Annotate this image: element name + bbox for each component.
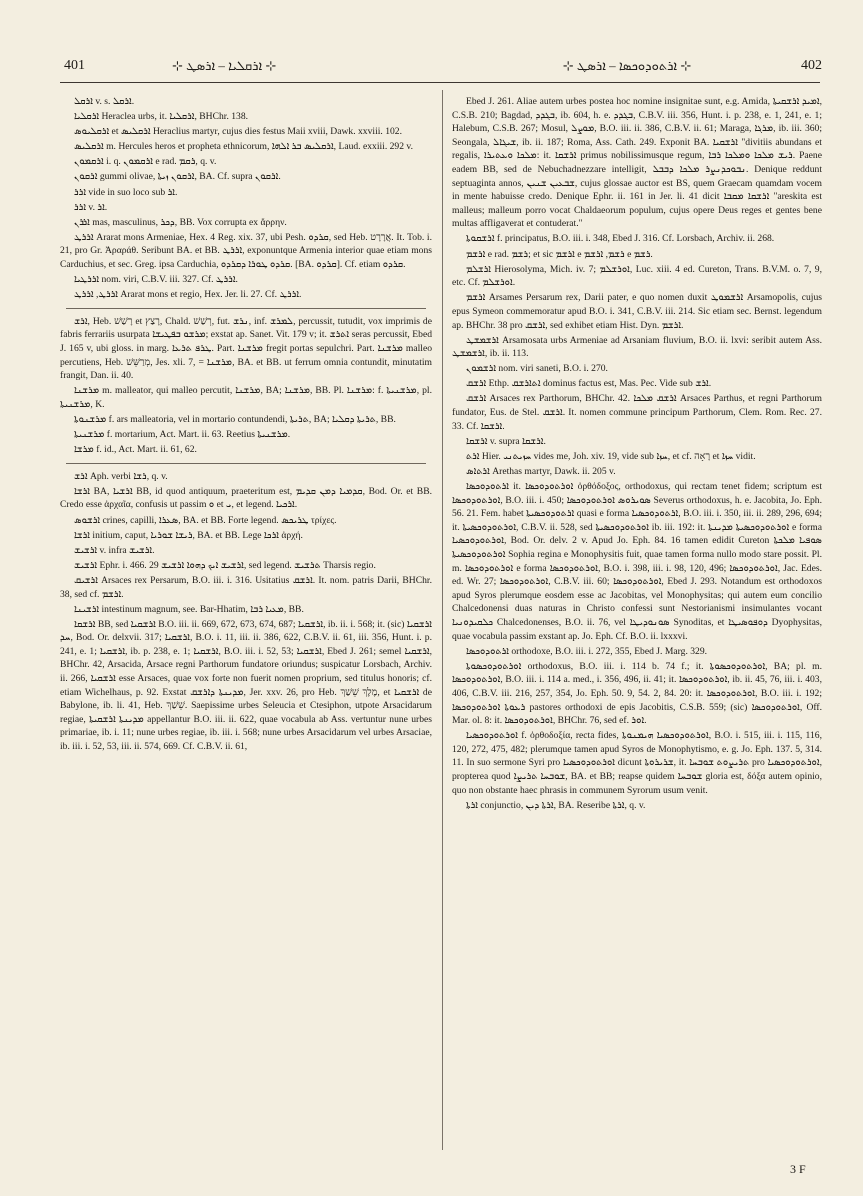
dictionary-entry: ܐܪܫܡܘܢ nom. viri saneti, B.O. i. 270. bbox=[466, 363, 608, 375]
section-separator bbox=[66, 308, 426, 309]
left-column bbox=[60, 95, 432, 1175]
page-number-right: 402 bbox=[801, 58, 822, 73]
dictionary-entry: ܐܪܫܩܐ v. supra ܐܪܫܩܐ. bbox=[466, 435, 546, 447]
dictionary-entry: ܐܪܫܩ Arsaces rex Parthorum, BHChr. 42. ܐܪܫܩ ܡܠܟܐ Arsaces Parthus, et regni Parthorum fundator, Eus. de Stel. ܐܪܫܩ. It. nomen commune principum Parthorum, Clem. Rom. Rec. 27. 33. Cf. ܐܪܫܩܐ. bbox=[452, 393, 822, 432]
dictionary-entry: ܐܪܪܛ, ܐܪܪܛ Ararat mons et regio, Hex. Jer. li. 27. Cf. ܐܪܪܛ. bbox=[74, 289, 302, 301]
dictionary-entry: ܐܪܫܝܫ v. infra ܐܪܫܝܫ. bbox=[74, 544, 155, 556]
dictionary-entry: ܐܪܫܩ Ethp. ܐܬܐܪܫܩ dominus factus est, Mas. Pec. Vide sub ܐܪܫ. bbox=[466, 378, 712, 390]
dictionary-entry: ܐܘܪܬܘܕܘܟܣܝܐ f. ὀρθοδοξία, recta fides, ܐܘܪܬܘܕܘܟܣܝܐ ܗܝܡܢܘܬܐ, B.O. i. 515, iii. i. 115, 116, 120, 272, 475, 482; plerumque tamen apud Syros de Monophytismo, e. g. Jo. Eph. 137. 5, 314. 11. In suo sermone Syri pro ܐܘܪܬܘܕܘܟܣܝܐ dicunt ܫܪܝܪܘܬܐ, it. ܬܪܝܨܘܬ ܫܘܒܚܐ pro ܐܘܪܬܘܕܘܟܣܝܐ, propterea quod ܫܘܒܚܐ ܬܪܝܨܐ, BA. et BB; reapse quidem ܫܘܒܚܐ gloria est, δόξα autem opinio, quo non obstante haec phrasis in communem Syrorum usum venit. bbox=[452, 730, 822, 796]
dictionary-entry: ܐܪܬܐܣ Arethas martyr, Dawk. ii. 205 v. bbox=[466, 465, 616, 477]
dictionary-entry: ܐܪܬ Hier. ܚܙܝܬܢܝ vides me, Joh. xiv. 19, vide sub ܚܙܐ, et cf. רָאָה et ܚܙܐ vidit. bbox=[466, 450, 756, 462]
dictionary-entry: ܐܪܫܡܫܛ Arsamosata urbs Armeniae ad Arsaniam fluvium, B.O. ii. lxvi: seribit autem Ass. ܐܪܫܡܫܛ, ib. ii. 113. bbox=[452, 334, 822, 360]
dictionary-entry: ܐܘܪܬܘܕܘܟܣܘܬܐ orthodoxus, B.O. iii. i. 114 b. 74 f.; it. ܐܘܪܬܘܕܘܟܣܘܬܐ, BA; pl. m. ܐܘܪܬܘܕܘܟܣܐ, B.O. iii. i. 114 a. med., i. 356, 496, ii. 41; it. ܐܘܪܬܘܕܘܟܣܐ, ib. ii. 45, 76, iii. i. 403, 406, C.B.V. iii. 216, 257, 354, Jo. Eph. 50. 9, 54. 2, 84. 20: it. ܐܘܪܬܘܕܘܟܣܐ, B.O. iii. i. 192; ܪܥܘܬܐ ܐܘܪܬܘܕܘܟܣܐ pastores orthodoxi de epis Jacobitis, C.S.B. 559; (sic) ܐܘܪܬܘܕܘܟܣܐ, Off. Mar. ol. 8: it. ܐܘܪܬܘܕܘܟܣܐ, BHChr. 76, sed ef. ܐܘܪ. bbox=[452, 660, 822, 727]
dictionary-entry: ܐܪܪܢ mas, masculinus, ܕܟܪ, BB. Vox corrupta ex ἄρρην. bbox=[74, 216, 287, 228]
right-entries bbox=[452, 95, 822, 812]
dictionary-entry: ܐܪܩܠܝܐ Heraclea urbs, it. ܐܪܩܠܝܐ, BHChr. 138. bbox=[74, 111, 249, 123]
dictionary-entry: ܡܪܫܐ f. id., Act. Mart. ii. 61, 62. bbox=[74, 444, 197, 456]
dictionary-entry: ܐܪܫܡ Arsames Persarum rex, Darii pater, e quo nomen duxit ܐܪܫܡܘܛ Arsamopolis, cujus epus Symeon commemoratur apud B.O. i. 341, C.B.V. iii. 214. Sic etiam sec. Bernst. legendum ap. BHChr. 38 pro ܐܪܫܩ, sed exhibet etiam Hist. Dyn. ܐܪܫܡ. bbox=[452, 292, 822, 331]
right-column bbox=[452, 95, 822, 1175]
section-separator bbox=[66, 463, 426, 464]
dictionary-entry: ܐܪܫܠܡ Hierosolyma, Mich. iv. 7; ܐܘܪܫܠܡ, Luc. xiii. 4 ed. Cureton, Trans. B.V.M. o. 7, 9, etc. Cf. ܐܘܪܫܠܡ. bbox=[452, 263, 822, 289]
dictionary-entry: ܐܪܫܘܣ crines, capilli, ܣܥܪܐ, BA. et BB. Forte legend. ܛܪܝܟܣ τρίχες. bbox=[74, 514, 337, 526]
dictionary-entry: ܐܪܬܘܕܘܟܣܐ it. ܐܘܪܬܘܕܘܟܣܐ ὀρθόδοξος, orthodoxus, qui rectam tenet fidem; scriptum est ܐܘܪܬܘܕܘܟܣܐ, B.O. iii. i. 450; ܣܘܝܪܘܣ ܐܘܪܬܘܕܘܟܣܐ Severus orthodoxus, h. e. Jacobita, Jo. Eph. 56. 21. Fem. habet ܐܪܬܘܕܘܟܣܝܬܐ quasi e forma ܐܪܬܘܕܘܟܣܝܐ, B.O. iii. i. 350, iii. ii. 289, 296, 694; it. ܐܘܪܬܘܕܘܟܣܝܬܐ, C.B.V. ii. 528, sed ܐܘܪܬܘܕܘܟܣܝܬܐ ib. iii. 192: it. ܐܘܪܬܘܕܘܟܣܝܬܐ ܡܕܝܢܬܐ e forma ܐܘܪܬܘܕܘܟܣܝܐ, Bod. Or. delv. 2 v. Apud Jo. Eph. 84. 16 tamen edidit Cureton ܣܘܦܝܐ ܡܠܟܬܐ ܐܘܪܬܘܕܘܟܣܝܬܐ Sophia regina e Monophysitis fuit, quae tamen forma nullo modo stare possit. Pl. m. ܐܘܪܬܘܕܘܟܣܐ e forma ܐܘܪܬܘܕܘܟܣܐ, B.O. i. 398, iii. i. 98, 120, 496; ܐܘܪܬܘܕܘܟܣܐ, Jac. Edes. ed. Wr. 27; ܐܘܪܬܘܕܘܟܣܐ, C.B.V. iii. 60; ܐܘܪܬܘܕܘܟܣܐ, Ebed J. 293. Notandum est orthodoxos apud Syros plerumque eosdem esse ac Jacobitas, vel Monophysitas; qui autem eum concilio Chalcedonensi duas naturas in Christo confessi sunt Nestorianismi insimulantes vocant ܟܠܩܝܕܘܢܝܐ Chalcedonenses, B.O. ii. 76, vel ܣܘܢܘܕܝܛܐ Synoditas, et ܕܘܦܘܣܝܛܐ Dyophysitas, quae vocabula passim exstant ap. Jo. Eph. Cf. B.O. ii. lxxxvi. bbox=[452, 481, 822, 642]
signature-mark: 3 F bbox=[790, 1162, 806, 1176]
dictionary-entry: ܐܪܫ, Heb. רָשַׁשׁ et רָצַץ, Chald. רְשַׁשׁ, fut. ܢܪܫ, inf. ܠܡܪܫ, percussit, tutudit, vox imprimis de fabris ferrariis usurpata ܡܪܫܘ ܒܦܛܝܫܐ; exstat ap. Sanet. Vit. 179 v; it. ܐܬܪܫ seras percussit, Ebed J. 165 v, ubi gloss. in marg. ܛܪܦ ܬܪܥܐ. Part. ܡܪܫܢܐ fregit portas sepulchri. Part. ܡܪܫܢܐ malleo percutiens, Heb. מְרַשֵּׁשׁ, Jes. xli. 7, = ܡܪܫܢܐ, BA. et BB. ut ferrum omnia contundit, minutatim frangit, Dan. ii. 40. bbox=[60, 315, 432, 382]
dictionary-entry: ܐܪܬܘܕܘܟܣܐ orthodoxe, B.O. iii. i. 272, 355, Ebed J. Marg. 329. bbox=[466, 645, 708, 657]
dictionary-entry: ܐܪܩܡܘܢ i. q. ܐܪܩܡܘܢ e rad. ܪܩܡ, q. v. bbox=[74, 156, 217, 168]
dictionary-entry: ܐܪܩܘܢ gummi olivae, ܐܪܩܘܢ ܙܝܬܐ, BA. Cf. supra ܐܪܩܘܢ. bbox=[74, 171, 281, 183]
dictionary-entry: ܐܪܬܐ conjunctio, ܐܪܬܐ ܕܝܢ, BA. Reseribe ܐܪܬܐ, q. v. bbox=[466, 799, 646, 811]
left-entries-3 bbox=[60, 470, 432, 754]
running-head-right: ⊹ ܐܪܬܘܕܘܟܣܐ – ܐܪܣܛ ⊹ bbox=[562, 58, 692, 73]
dictionary-entry: ܐܪܫܝܫ Ephr. i. 466. 29 ܐܪܫܝܫ ܐܝܟ ܕܗܘܐ ܐܪܫܝܫ, sed legend. ܬܪܫܝܫ Tharsis regio. bbox=[74, 559, 376, 571]
dictionary-entry: ܐܪܫܡ e rad. ܪܫܡ; et sic ܐܪܫܡ e ܪܫܡ, ܐܪܫܡ e ܪܫܡ. bbox=[466, 248, 653, 260]
dictionary-entry: ܐܪܪܛ Ararat mons Armeniae, Hex. 4 Reg. xix. 37, ubi Pesh. ܩܪܕܘ, sed Heb. אֲרָרָט. It. Tob. i. 21, pro Gr. Ἀραράθ. Seribunt BA. et BB. ܐܪܪܛ, exponuntque Armenia interior quae etiam mons Carduchius, et sec. Greg. ipsa Carduchia, ܩܪܕܘ ܛܘܪܐ ܕܩܪܕܘ. [BA. ܩܪܕܘ]. Cf. etiam ܩܪܕܘ. bbox=[60, 231, 432, 271]
page-header bbox=[0, 0, 863, 73]
dictionary-entry: ܐܪܩܠܝܣ m. Hercules heros et propheta ethnicorum, ܐܪܩܠܝܣ ܒܪ ܐܠܗܐ, Laud. exxiii. 292 v. bbox=[74, 141, 413, 153]
dictionary-entry: ܐܪܫܝܢܐ intestinum magnum, see. Bar-Hhatim, ܡܥܝܐ ܪܒܐ, BB. bbox=[74, 603, 304, 615]
left-entries-1 bbox=[60, 95, 432, 302]
page-number-left: 401 bbox=[64, 58, 85, 73]
dictionary-entry: ܐܪܫܝܩ Arsaces rex Persarum, B.O. iii. i. 316. Usitatius ܐܪܫܩ. It. nom. patris Darii, BHChr. 38, sed cf. ܐܪܫܡ. bbox=[60, 574, 432, 600]
dictionary-entry: ܐܪܫܐ BA, ܐܪܫܝܐ BB, id quod antiquum, praeteritum est, ܩܕܡܝܐ ܕܡܢ ܩܕܝܡ, Bod. Or. et BB. Credo esse ἀρχαῖα, confusis ut passim ܘ et ܝ, et legend. ܐܪܟܝܐ. bbox=[60, 485, 432, 511]
left-entries-2 bbox=[60, 315, 432, 457]
dictionary-entry: ܐܪܩܠܝܘܣ et ܐܪܩܠܝܣ Heraclius martyr, cujus dies festus Maii xviii, Dawk. xxviii. 102. bbox=[74, 126, 402, 138]
dictionary-entry: ܐܪܫܩܐ BB, sed ܐܪܫܩܝܐ B.O. iii. ii. 669, 672, 673, 674, 687; ܐܪܫܩܝܐ, ib. ii. i. 568; it. (sic) ܐܪܫܩܝܐ ܚܕ, Bod. Or. delxvii. 317; ܐܪܫܩܝܐ, B.O. i. 11, iii. ii. 386, 622, C.B.V. ii. 61, iii. 356, Hunt. i. p. 241, e. 1; ܐܪܫܩܝܐ, ib. p. 238, e. 1; ܐܪܫܩܝܐ, B.O. iii. i. 52, 53; ܐܪܫܩܝܐ, Ebed J. 261; semel ܐܪܫܩܝܐ, BHChr. 42, Arsacida, Arsace regni Parthorum fundatore oriundus; suspicatur Lorsbach, Archiv. ii. 266, ܐܪܫܩܝܐ esse Arsaces, quae vox forte non fuerit nomen proprium, sed titulus honoris; cf. etiam Wichelhaus, p. 92. Exstat ܡܕܝܢܬܐ ܕܐܪܫܩ, Jer. xxv. 26, pro Heb. מֶלֶךְ שֵׁשַׁךְ, et ܐܪܫܩܝܐ de Babylone, ib. li. 41, Heb. שֵׁשַׁךְ. Saepissime urbes Seleucia et Ctesiphon, utpote Arsacidarum regiae, ܡܕܝܢܬܐ ܐܪܫܩܝܬܐ appellantur B.O. iii. ii. 622, quae vocabula ab Ass. vertuntur nune urbes primariae, ib. i. 11; nune urbes regiae, ib. iii. i. 568; nune urbes Arsacidarum vel urbes Arsaciae, ib. iii. i. 52, 53, iii. ii. 574, 669. Cf. C.B.V. ii. 61, bbox=[60, 618, 432, 753]
dictionary-entry: Ebed J. 261. Aliae autem urbes postea hoc nomine insignitae sunt, e.g. Amida, ܐܡܝܕ ܐܪܫܩܝܬܐ, C.S.B. 210; Bagdad, ܒܓܕܕ, ib. 604, h. e. ܒܓܕܕ, C.B.V. iii. 356, Hunt. i. p. 238, e. 1, 241, e. 1; Halebum, C.S.B. 267; Mosul, ܡܘܨܠ, B.O. iii. ii. 386, C.B.V. ii. 61; Maraga, ܡܪܓܐ, ib. iii. 360; Seongala, ܫܝܓܐܠ, ib. ii. 187; Roma, Ass. Cath. 249. Exponit BA. ܐܪܫܩܝܐ "divitiis abundans et regalis, ܡܠܟܐ ܘܥܬܝܪܐ: it. ܐܪܫܩܐ primus nobilissimusque regum, ܪܝܫ ܡܠܟܐ ܘܡܠܟܐ ܪܒܐ. Paene eadem BB, sed de Nebuchadnezzare intelligit, ܢܒܘܟܕܢܨܪ ܡܠܟܐ ܕܒܒܠ. Denique reddunt septuaginta annos, ܫܒܥܝܢ ܫܢܝܢ, cujus glossae auctor est BS, quem Graecam quamdam vocem in mente habuisse credo. Denique Ephr. ii. 161 in Jer. li. 41 dicit ܐܪܫܩܐ ܡܩܒܐ "areskita est malleus; malleum porro vocat Chaldaeorum populum, cujus opere Deus reges et gentes bene multas affligaverat et contuderat." bbox=[452, 96, 822, 230]
dictionary-entry: ܐܪܫܐ initium, caput, ܪܝܫܐ ܫܘܪܝܐ, BA. et BB. Lege ܐܪܟܐ ἀρχή. bbox=[74, 529, 303, 541]
column-divider bbox=[442, 90, 443, 1150]
dictionary-entry: ܡܪܫܢܝܬܐ f. mortarium, Act. Mart. ii. 63. Reetius ܡܪܫܢܝܬܐ. bbox=[74, 429, 291, 441]
dictionary-entry: ܐܪܫܩܘܬܐ f. principatus, B.O. iii. i. 348, Ebed J. 316. Cf. Lorsbach, Archiv. ii. 268. bbox=[466, 233, 775, 245]
dictionary-entry: ܐܪܫ Aph. verbi ܪܫܐ, q. v. bbox=[74, 470, 168, 482]
dictionary-entry: ܐܪܪܛܝܐ nom. viri, C.B.V. iii. 327. Cf. ܐܪܪܛ. bbox=[74, 274, 238, 286]
dictionary-entry: ܡܪܫܢܘܬܐ f. ars malleatoria, vel in mortario contundendi, ܬܪܝܬܐ, BA; ܬܪܝܬܐ ܕܩܠܝܐ, BB. bbox=[74, 413, 396, 425]
running-head-left: ⊹ ܐܪܩܠܝܐ – ܐܪܣܛ ⊹ bbox=[172, 58, 277, 73]
dictionary-entry: ܐܪܪ v. ܐܪ. bbox=[74, 201, 108, 213]
dictionary-entry: ܐܪܪ vide in suo loco sub ܐܪ. bbox=[74, 186, 178, 198]
dictionary-entry: ܐܪܩܠ v. s. ܐܪܩܠ. bbox=[74, 96, 135, 107]
dictionary-entry: ܡܪܫܢܐ m. malleator, qui malleo percutit, ܡܪܫܢܐ, BA; ܡܪܫܢܐ, BB. Pl. ܡܪܫܢܐ: f. ܡܪܫܢܝܬܐ, pl. ܡܪܫܢܝܬܐ, K. bbox=[60, 385, 432, 410]
header-rule bbox=[60, 82, 820, 83]
